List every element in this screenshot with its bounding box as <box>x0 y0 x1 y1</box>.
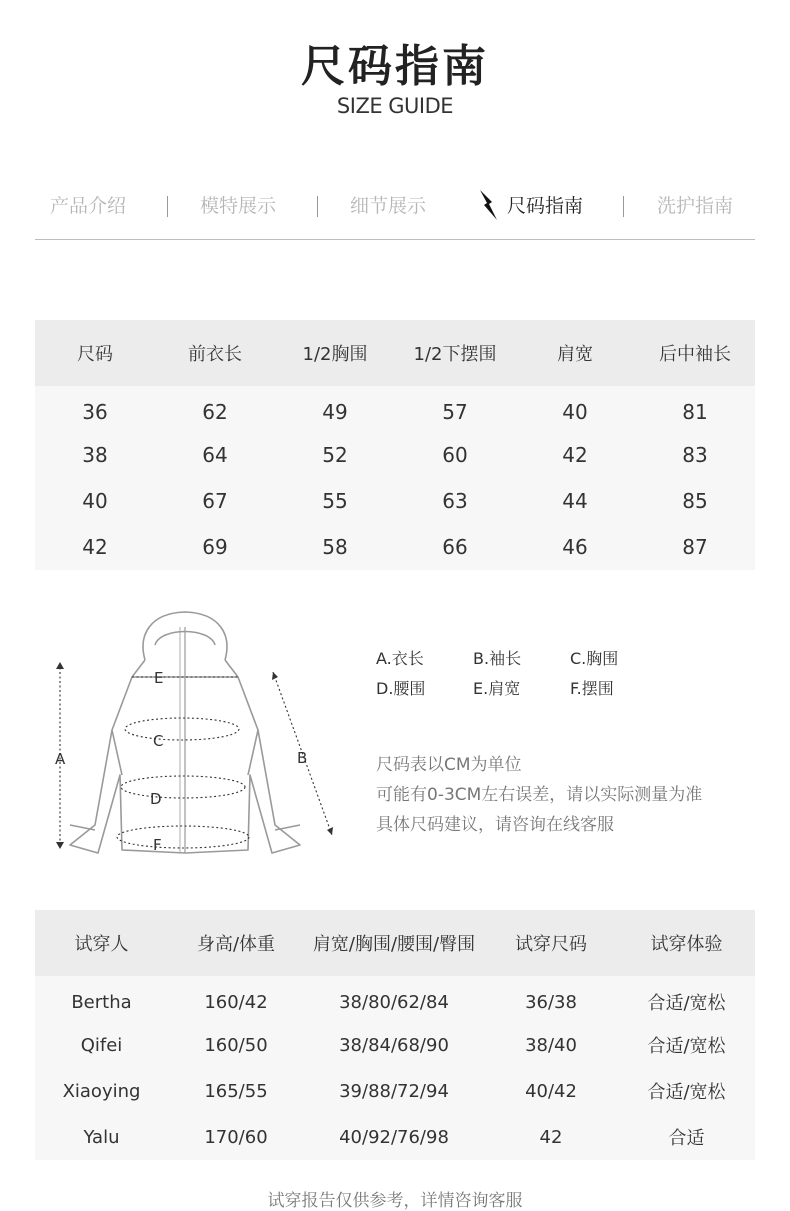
nav-divider <box>623 196 624 217</box>
table-cell: 42 <box>515 432 635 478</box>
header-cell: 肩宽/胸围/腰围/臀围 <box>304 910 484 976</box>
legend-item: E.肩宽 <box>473 679 521 698</box>
header-cell: 试穿体验 <box>618 910 755 976</box>
table-cell: Yalu <box>35 1114 168 1160</box>
chest-line <box>125 718 239 740</box>
table-cell: 合适/宽松 <box>618 976 755 1022</box>
table-cell: 160/42 <box>168 976 304 1022</box>
table-cell: 64 <box>155 432 275 478</box>
table-row <box>35 1114 755 1160</box>
label-d: D <box>150 790 162 808</box>
table-cell: 87 <box>635 524 755 570</box>
legend-item: C.胸围 <box>570 649 619 668</box>
jacket-measurement-diagram <box>40 605 350 870</box>
table-cell: 67 <box>155 478 275 524</box>
table-cell: 合适 <box>618 1114 755 1160</box>
page-title: 尺码指南 <box>301 41 489 92</box>
table-cell: 46 <box>515 524 635 570</box>
header-cell: 试穿尺码 <box>484 910 618 976</box>
label-e: E <box>154 669 164 687</box>
table-cell: 63 <box>395 478 515 524</box>
table-cell: 69 <box>155 524 275 570</box>
header-cell: 后中袖长 <box>635 320 755 386</box>
table-row <box>35 524 755 570</box>
nav-divider <box>167 196 168 217</box>
legend-item: B.袖长 <box>473 649 522 668</box>
legend-item: A.衣长 <box>376 649 424 668</box>
brand-mark-icon <box>477 189 501 221</box>
measurement-legend <box>376 646 766 706</box>
table-cell: 42 <box>35 524 155 570</box>
table-cell: 合适/宽松 <box>618 1068 755 1114</box>
header-cell: 前衣长 <box>155 320 275 386</box>
table-cell: 36/38 <box>484 976 618 1022</box>
table-cell: 60 <box>395 432 515 478</box>
label-c: C <box>153 732 164 750</box>
size-table <box>35 320 755 570</box>
header-cell: 肩宽 <box>515 320 635 386</box>
header-cell: 尺码 <box>35 320 155 386</box>
table-cell: 66 <box>395 524 515 570</box>
footer-disclaimer: 试穿报告仅供参考，详情咨询客服 <box>267 1191 523 1211</box>
table-cell: Xiaoying <box>35 1068 168 1114</box>
table-row <box>35 386 755 432</box>
nav-item-detail-show[interactable]: 细节展示 <box>350 195 427 217</box>
nav-item-model-show[interactable]: 模特展示 <box>200 195 277 217</box>
table-cell: 40/42 <box>484 1068 618 1114</box>
table-cell: 38/84/68/90 <box>304 1022 484 1068</box>
table-cell: 44 <box>515 478 635 524</box>
legend-item: F.摆围 <box>570 679 614 698</box>
table-cell: 36 <box>35 386 155 432</box>
jacket-outline-icon <box>70 612 300 853</box>
waist-line <box>121 776 245 798</box>
table-cell: 38/40 <box>484 1022 618 1068</box>
nav-underline <box>35 239 755 240</box>
table-cell: 165/55 <box>168 1068 304 1114</box>
table-cell: 合适/宽松 <box>618 1022 755 1068</box>
table-row <box>35 478 755 524</box>
page-subtitle: SIZE GUIDE <box>336 94 454 118</box>
table-cell: 55 <box>275 478 395 524</box>
table-cell: 39/88/72/94 <box>304 1068 484 1114</box>
table-cell: 40/92/76/98 <box>304 1114 484 1160</box>
table-cell: 49 <box>275 386 395 432</box>
table-cell: 170/60 <box>168 1114 304 1160</box>
header-cell: 身高/体重 <box>168 910 304 976</box>
table-cell: 52 <box>275 432 395 478</box>
table-cell: Qifei <box>35 1022 168 1068</box>
table-cell: Bertha <box>35 976 168 1022</box>
legend-item: D.腰围 <box>376 679 426 698</box>
table-cell: 40 <box>515 386 635 432</box>
table-cell: 38 <box>35 432 155 478</box>
nav-item-care-guide[interactable]: 洗护指南 <box>657 195 734 217</box>
label-b: B <box>297 749 308 767</box>
table-header-row <box>35 910 755 976</box>
nav-item-product-intro[interactable]: 产品介绍 <box>50 195 127 217</box>
table-row <box>35 432 755 478</box>
table-cell: 40 <box>35 478 155 524</box>
hem-line <box>117 826 249 848</box>
table-row <box>35 1022 755 1068</box>
tryon-table <box>35 910 755 1160</box>
label-f: F <box>153 836 162 854</box>
header-cell: 1/2下摆围 <box>395 320 515 386</box>
table-row <box>35 1068 755 1114</box>
table-cell: 83 <box>635 432 755 478</box>
table-cell: 57 <box>395 386 515 432</box>
section-nav <box>35 188 755 224</box>
header-cell: 1/2胸围 <box>275 320 395 386</box>
table-cell: 81 <box>635 386 755 432</box>
nav-item-size-guide[interactable]: 尺码指南 <box>507 195 584 217</box>
table-cell: 58 <box>275 524 395 570</box>
note-advice: 具体尺码建议，请咨询在线客服 <box>376 815 614 835</box>
table-cell: 85 <box>635 478 755 524</box>
table-cell: 160/50 <box>168 1022 304 1068</box>
table-header-row <box>35 320 755 386</box>
label-a: A <box>55 750 66 768</box>
note-error: 可能有0-3CM左右误差，请以实际测量为准 <box>376 785 703 805</box>
nav-divider <box>317 196 318 217</box>
table-row <box>35 976 755 1022</box>
table-cell: 38/80/62/84 <box>304 976 484 1022</box>
table-cell: 42 <box>484 1114 618 1160</box>
table-cell: 62 <box>155 386 275 432</box>
header-cell: 试穿人 <box>35 910 168 976</box>
note-unit: 尺码表以CM为单位 <box>376 755 522 775</box>
